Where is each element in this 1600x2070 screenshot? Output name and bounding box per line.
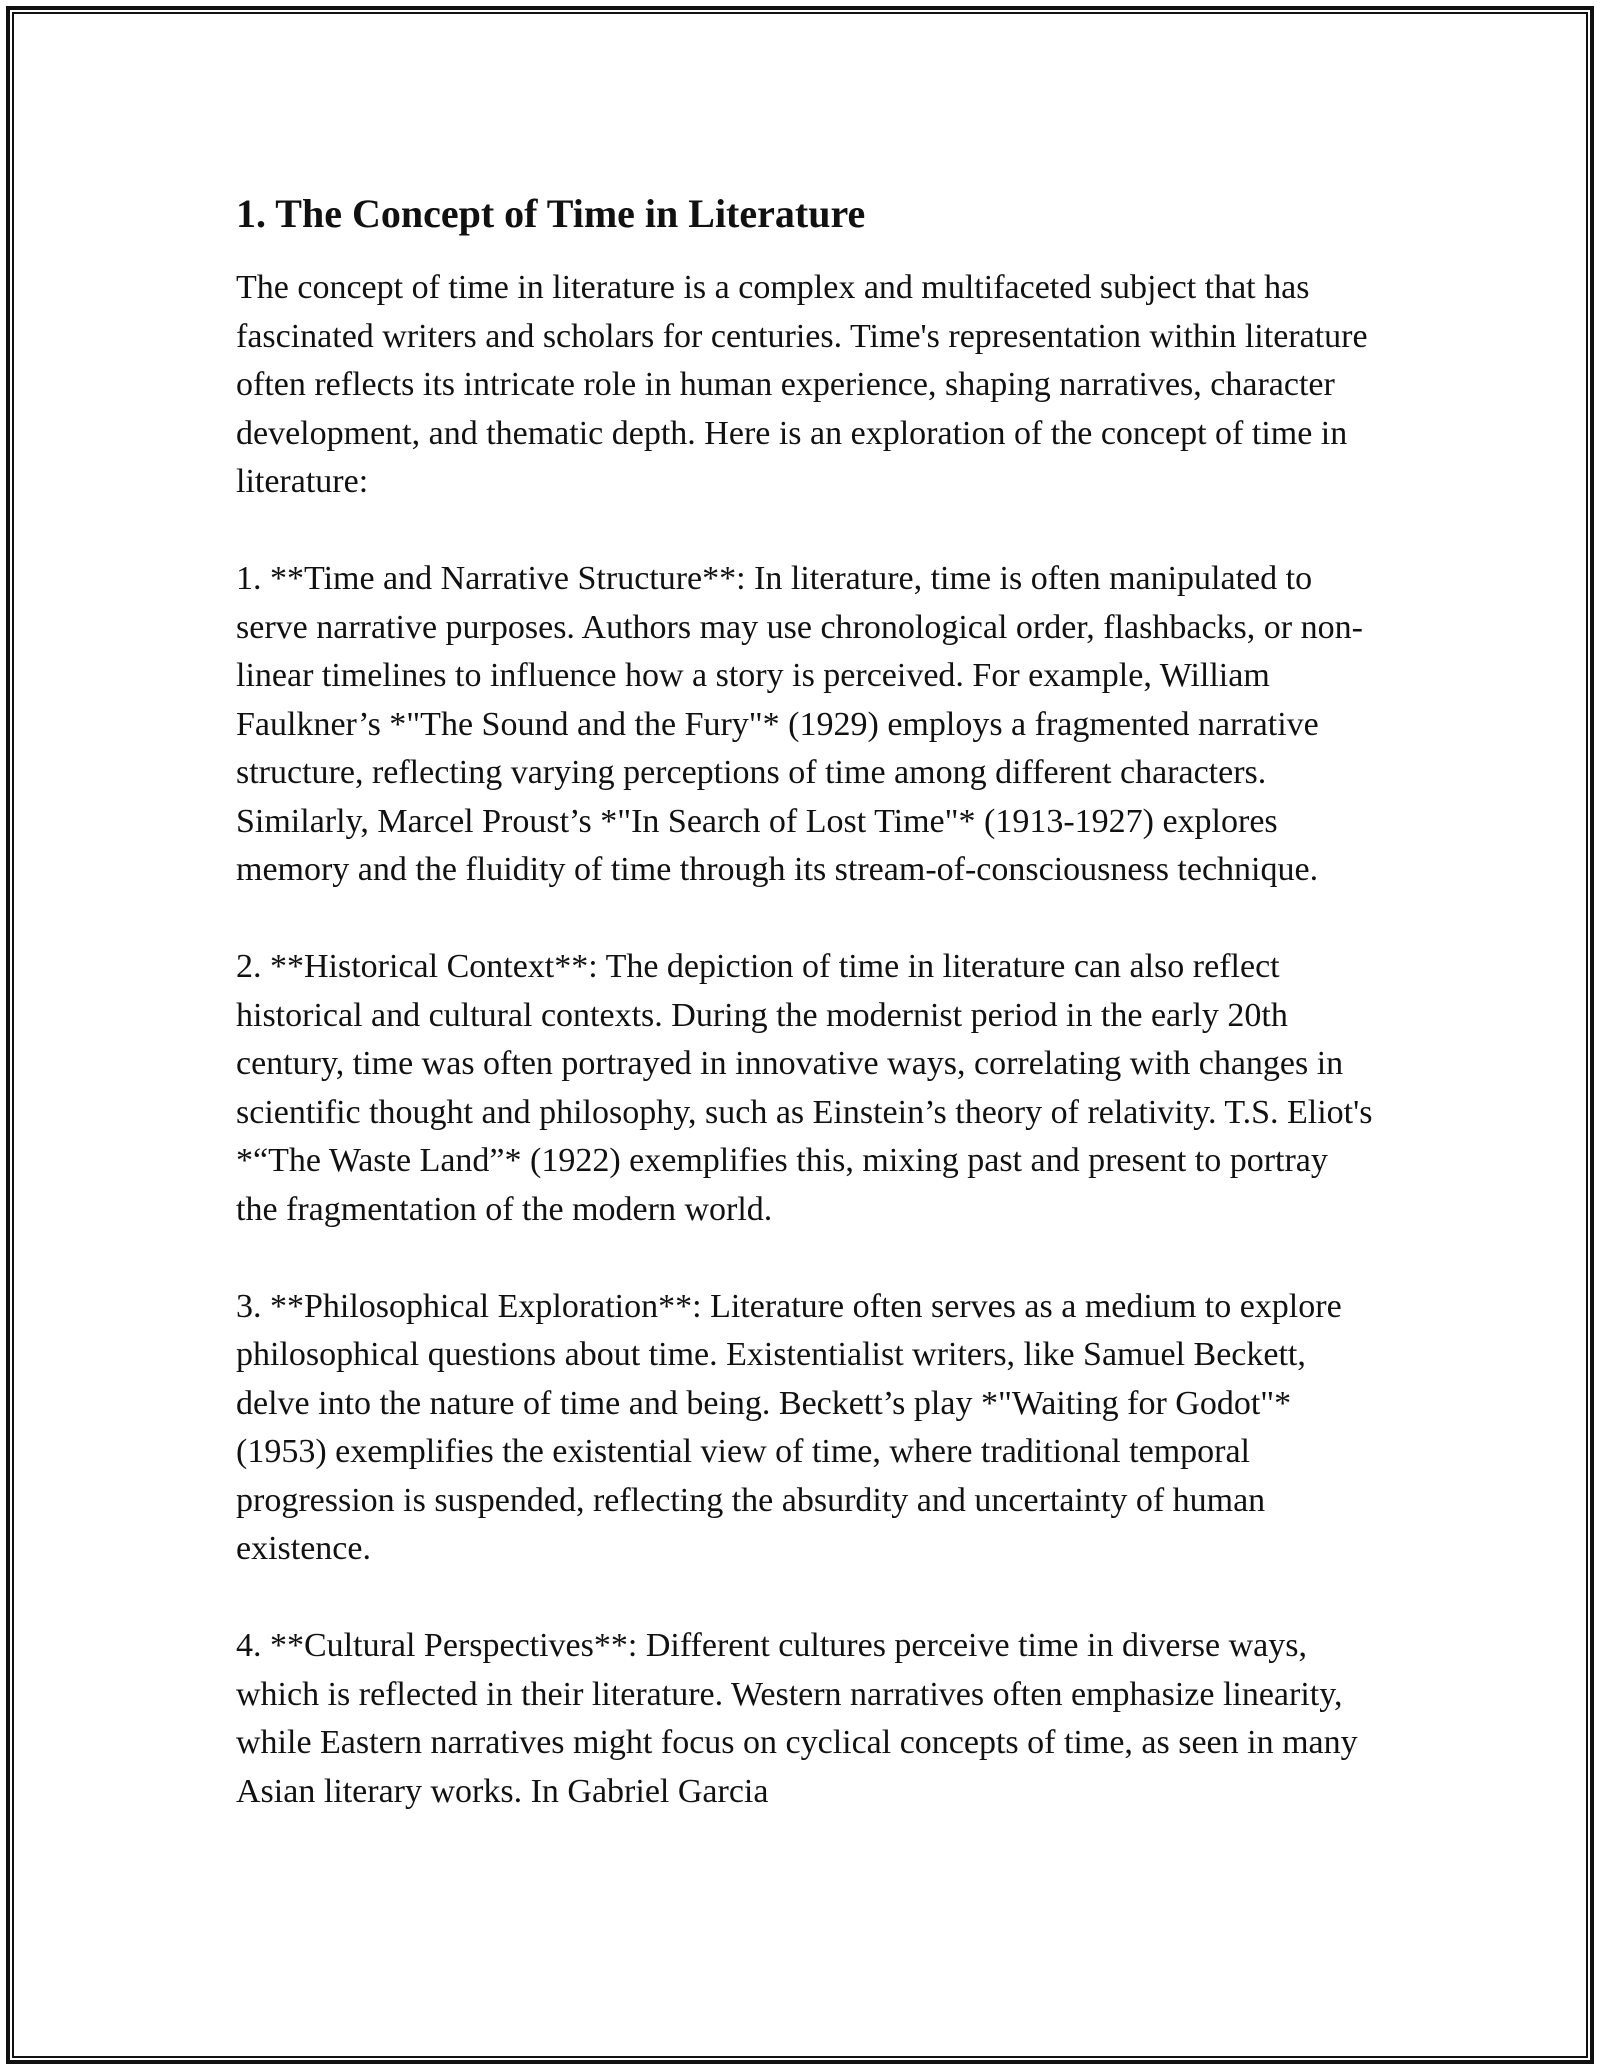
paragraph-time-and-narrative-structure: 1. **Time and Narrative Structure**: In literature, time is often manipulated to serve narrative purposes. Authors may use chronological order, flashbacks, or non-linear timelines to influence how a story is perceived. For example, William Faulkner’s *"The Sound and the Fury"* (1929) employs a fragmented narrative structure, reflecting varying perceptions of time among different characters. Similarly, Marcel Proust’s *"In Search of Lost Time"* (1913-1927) explores memory and the fluidity of time through its stream-of-consciousness technique. <box>236 560 1363 888</box>
intro-paragraph: The concept of time in literature is a complex and multifaceted subject that has fascinated writers and scholars for centuries. Time's representation within literature often reflects its intricate role in human experience, shaping narratives, character development, and thematic depth. Here is an exploration of the concept of time in literature: <box>236 269 1368 500</box>
paragraph-cultural-perspectives: 4. **Cultural Perspectives**: Different cultures perceive time in diverse ways, which is reflected in their literature. Western narratives often emphasize linearity, while Eastern narratives might focus on cyclical concepts of time, as seen in many Asian literary works. In Gabriel Garcia <box>236 1627 1358 1810</box>
section-title: 1. The Concept of Time in Literature <box>236 191 866 236</box>
paragraph-historical-context: 2. **Historical Context**: The depiction of time in literature can also reflect historical and cultural contexts. During the modernist period in the early 20th century, time was often portrayed in innovative ways, correlating with changes in scientific thought and philosophy, such as Einstein’s theory of relativity. T.S. Eliot's *“The Waste Land”* (1922) exemplifies this, mixing past and present to portray the fragmentation of the modern world. <box>236 948 1373 1228</box>
document-body <box>236 188 1376 1816</box>
paragraph-philosophical-exploration: 3. **Philosophical Exploration**: Literature often serves as a medium to explore philosophical questions about time. Existentialist writers, like Samuel Beckett, delve into the nature of time and being. Beckett’s play *"Waiting for Godot"* (1953) exemplifies the existential view of time, where traditional temporal progression is suspended, reflecting the absurdity and uncertainty of human existence. <box>236 1287 1342 1567</box>
